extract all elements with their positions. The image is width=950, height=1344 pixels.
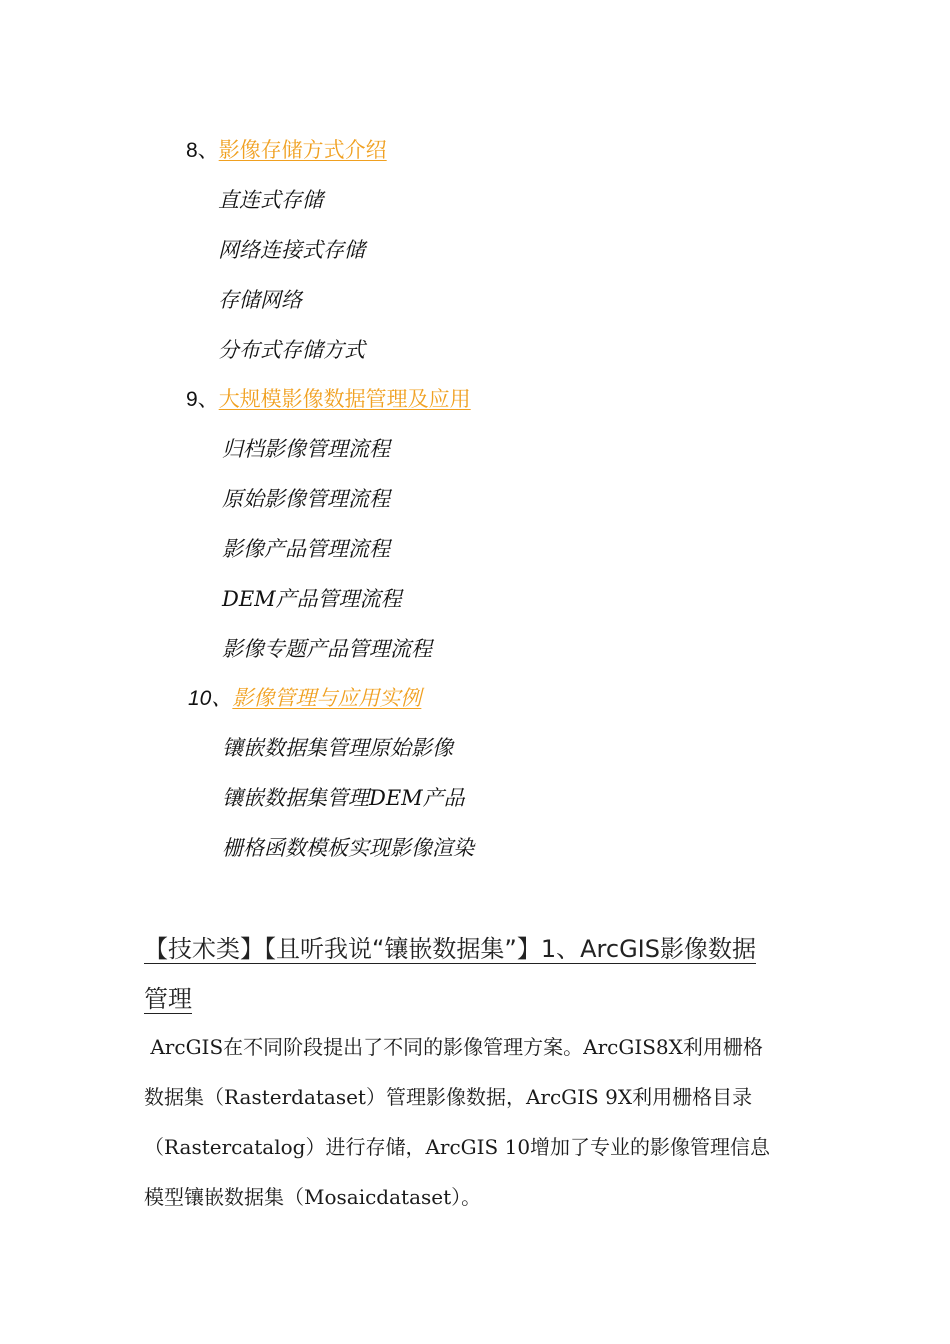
toc-section-number: 10、 [188,687,233,710]
toc-section-number: 9、 [186,388,219,411]
toc-section-8 [186,135,387,166]
article-heading[interactable] [144,924,804,1024]
toc-item: 分布式存储方式 [218,338,365,362]
toc-section-9 [186,384,471,415]
article-heading-line: 管理 [144,985,192,1013]
toc-item: 镶嵌数据集管理原始影像 [222,736,453,760]
paragraph-line: 数据集（Rasterdataset）管理影像数据，ArcGIS 9X利用栅格目录 [144,1085,753,1109]
paragraph-line: ArcGIS在不同阶段提出了不同的影像管理方案。ArcGIS8X利用栅格 [144,1035,763,1059]
toc-item: 原始影像管理流程 [222,487,390,511]
toc-item: 影像专题产品管理流程 [222,637,432,661]
toc-section-10 [188,683,421,714]
toc-section-number: 8、 [186,139,219,162]
toc-item: 栅格函数模板实现影像渲染 [222,836,474,860]
toc-item: 影像产品管理流程 [222,537,390,561]
toc-item: 网络连接式存储 [218,238,365,262]
paragraph-line: 模型镶嵌数据集（Mosaicdataset）。 [144,1185,482,1209]
toc-item: 镶嵌数据集管理DEM产品 [222,786,465,810]
toc-item: DEM产品管理流程 [222,587,402,611]
toc-link-storage-methods[interactable]: 影像存储方式介绍 [218,138,387,162]
toc-item: 直连式存储 [218,188,323,212]
article-paragraph [144,1022,809,1222]
article-heading-line: 【技术类】【且听我说“镶嵌数据集”】1、ArcGIS影像数据 [144,935,756,963]
toc-link-application-examples[interactable]: 影像管理与应用实例 [232,686,422,710]
toc-item: 存储网络 [218,288,302,312]
toc-link-large-scale-management[interactable]: 大规模影像数据管理及应用 [218,387,471,411]
paragraph-line: （Rastercatalog）进行存储，ArcGIS 10增加了专业的影像管理信息 [144,1135,771,1159]
toc-item: 归档影像管理流程 [222,437,390,461]
